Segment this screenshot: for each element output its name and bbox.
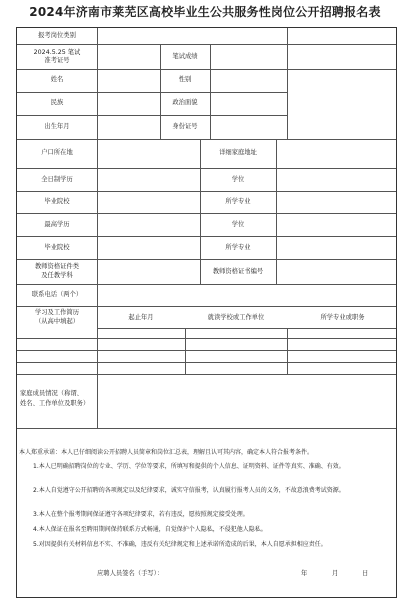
gender-field[interactable]: [211, 70, 287, 92]
signature-label: 应聘人员签名（手写）：: [97, 570, 164, 577]
graduate-school-field[interactable]: [98, 237, 200, 259]
position-category-field[interactable]: [98, 29, 287, 44]
hukou-label: 户口所在地: [41, 149, 73, 156]
fulltime-education-label: 全日制学历: [41, 176, 73, 183]
birth-field[interactable]: [98, 116, 160, 139]
degree-field[interactable]: [277, 169, 397, 191]
commitment-item-5: 5.对因提供有关材料信息不实、不准确，违反有关纪律规定和上述承诺所造成的后果，本人自愿承担相应责任。: [33, 541, 327, 548]
family-members-label-line2: 姓名、工作单位及职务）: [20, 400, 90, 407]
row-line: [17, 428, 397, 429]
major-or-position-header: 所学专业或职务: [320, 314, 365, 321]
political-status-field[interactable]: [211, 93, 287, 115]
page-title: 2024年济南市莱芜区高校毕业生公共服务性岗位公开招聘报名表: [29, 5, 381, 19]
major-label: 所学专业: [225, 198, 251, 205]
date-day-label: 日: [362, 570, 369, 577]
name-field[interactable]: [98, 70, 160, 92]
teacher-cert-label-line2: 及任教学科: [41, 272, 73, 279]
teacher-cert-label-line1: 教师资格证件类: [34, 263, 80, 270]
name-label: 姓名: [50, 76, 64, 83]
row-line: [17, 306, 397, 307]
commitment-intro: 本人郑重承诺：本人已仔细阅读公开招聘人员简章和岗位汇总表，理解且认可其内容，确定本人符合报考条件。: [19, 449, 314, 456]
address-label: 详细家庭地址: [219, 149, 257, 156]
fulltime-education-field[interactable]: [98, 169, 200, 191]
column-line: [185, 328, 186, 374]
teacher-cert-number-label: 教师资格证书编号: [212, 268, 264, 275]
major-label: 所学专业: [225, 244, 251, 251]
family-members-label-line1: 家庭成员情况（称谓、: [20, 390, 83, 397]
phone-field[interactable]: [98, 285, 397, 306]
resume-label-line1: 学习及工作简历: [34, 309, 80, 316]
signature-field[interactable]: [177, 566, 287, 580]
start-end-date-header: 起止年月: [128, 314, 154, 321]
highest-education-label: 最高学历: [44, 221, 70, 228]
birth-label: 出生年月: [44, 123, 70, 130]
degree-field[interactable]: [277, 214, 397, 236]
ticket-number-label-line2: 准考证号: [44, 57, 70, 64]
commitment-item-2: 2.本人自觉遵守公开招聘的各项规定以及纪律要求，诚实守信报考，认真履行报考人员的义务，不故意浪费考试资源。: [33, 487, 345, 494]
ethnicity-label: 民族: [50, 99, 64, 106]
date-year-label: 年: [301, 570, 308, 577]
address-field[interactable]: [277, 140, 397, 168]
degree-label: 学位: [231, 176, 245, 183]
row-line: [17, 350, 397, 351]
gender-label: 性别: [178, 76, 192, 83]
written-score-field[interactable]: [211, 45, 287, 69]
row-line: [17, 338, 397, 339]
commitment-item-1: 1.本人已明确招聘岗位的专业、学历、学位等要求，所填写和提供的个人信息、证明资料、证件等真实、准确、有效。: [33, 463, 345, 470]
graduate-school-label: 毕业院校: [44, 244, 70, 251]
registration-form-table: [16, 27, 397, 598]
ethnicity-field[interactable]: [98, 93, 160, 115]
id-number-label: 身份证号: [172, 123, 198, 130]
ticket-number-label-line1: 2024.5.25 笔试: [33, 49, 81, 56]
row-line: [17, 362, 397, 363]
graduate-school-label: 毕业院校: [44, 198, 70, 205]
highest-education-field[interactable]: [98, 214, 200, 236]
hukou-field[interactable]: [98, 140, 200, 168]
degree-label: 学位: [231, 221, 245, 228]
written-score-label: 笔试成绩: [172, 53, 198, 60]
family-members-field[interactable]: [98, 375, 397, 428]
column-line: [200, 139, 201, 284]
row-line: [97, 328, 397, 329]
photo-area: [288, 29, 397, 139]
major-field[interactable]: [277, 237, 397, 259]
position-category-label: 报考岗位类别: [38, 32, 76, 39]
teacher-cert-number-field[interactable]: [277, 260, 397, 284]
major-field[interactable]: [277, 192, 397, 213]
id-number-field[interactable]: [211, 116, 287, 139]
phone-label: 联系电话（两个）: [31, 291, 83, 298]
column-line: [287, 328, 288, 374]
graduate-school-field[interactable]: [98, 192, 200, 213]
political-status-label: 政治面貌: [172, 99, 198, 106]
commitment-item-4: 4.本人保证在报名至聘用期间保持联系方式畅通，自觉保护个人隐私，不侵犯他人隐私。: [33, 526, 267, 533]
resume-label-line2: （从高中填起）: [34, 318, 80, 325]
commitment-item-3: 3.本人在整个报考期间保证遵守各项纪律要求，若有违反，愿按照规定接受处理。: [33, 511, 249, 518]
date-month-label: 月: [332, 570, 339, 577]
teacher-cert-field[interactable]: [98, 260, 200, 284]
school-or-employer-header: 就读学校或工作单位: [207, 314, 265, 321]
ticket-number-field[interactable]: [98, 45, 160, 69]
